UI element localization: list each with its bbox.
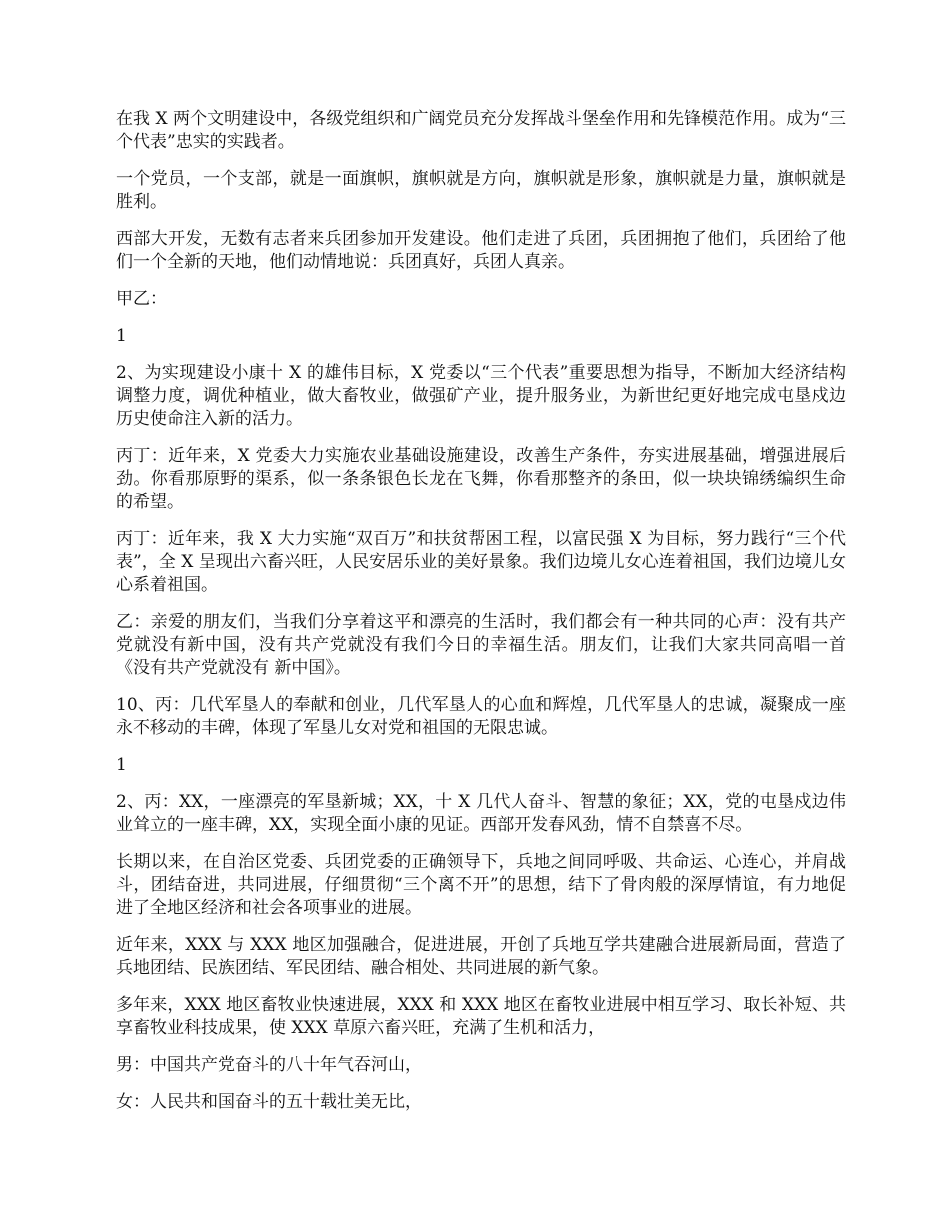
paragraph: 2、丙：XX，一座漂亮的军垦新城；XX，十 X 几代人奋斗、智慧的象征；XX，党的屯垦戍边伟业耸立的一座丰碑，XX，实现全面小康的见证。西部开发春风劲，情不自禁喜不尽。 xyxy=(116,792,846,835)
paragraph: 一个党员，一个支部，就是一面旗帜，旗帜就是方向，旗帜就是形象，旗帜就是力量，旗帜就是胜利。 xyxy=(116,169,846,212)
paragraph: 丙丁：近年来，我 X 大力实施“双百万”和扶贫帮困工程，以富民强 X 为目标，努力践行“三个代表”，全 X 呈现出六畜兴旺，人民安居乐业的美好景象。我们边境儿女心连着祖国，我们边境儿女心系着祖国。 xyxy=(116,529,846,595)
paragraph: 西部大开发，无数有志者来兵团参加开发建设。他们走进了兵团，兵团拥抱了他们，兵团给了他们一个全新的天地，他们动情地说：兵团真好，兵团人真亲。 xyxy=(116,229,846,272)
paragraph: 甲乙： xyxy=(116,289,167,309)
paragraph: 2、为实现建设小康十 X 的雄伟目标，X 党委以“三个代表”重要思想为指导，不断加大经济结构调整力度，调优种植业，做大畜牧业，做强矿产业，提升服务业，为新世纪更好地完成屯垦戍边历史使命注入新的活力。 xyxy=(116,363,846,429)
paragraph: 10、丙：几代军垦人的奉献和创业，几代军垦人的心血和辉煌，几代军垦人的忠诚，凝聚成一座永不移动的丰碑，体现了军垦儿女对党和祖国的无限忠诚。 xyxy=(116,695,846,738)
paragraph: 近年来，XXX 与 XXX 地区加强融合，促进进展，开创了兵地互学共建融合进展新局面，营造了兵地团结、民族团结、军民团结、融合相处、共同进展的新气象。 xyxy=(116,935,846,978)
paragraph: 男：中国共产党奋斗的八十年气吞河山， xyxy=(116,1055,422,1075)
paragraph: 女：人民共和国奋斗的五十载壮美无比， xyxy=(116,1092,422,1112)
paragraph: 乙：亲爱的朋友们，当我们分享着这平和漂亮的生活时，我们都会有一种共同的心声：没有共产党就没有新中国，没有共产党就没有我们今日的幸福生活。朋友们，让我们大家共同高唱一首《没有共产党就没有 新中国》。 xyxy=(116,612,846,678)
paragraph: 1 xyxy=(116,326,127,346)
paragraph: 丙丁：近年来，X 党委大力实施农业基础设施建设，改善生产条件，夯实进展基础，增强进展后劲。你看那原野的渠系，似一条条银色长龙在飞舞，你看那整齐的条田，似一块块锦绣编织生命的希望。 xyxy=(116,446,846,512)
paragraph: 1 xyxy=(116,755,127,775)
paragraph: 在我 X 两个文明建设中，各级党组织和广阔党员充分发挥战斗堡垒作用和先锋模范作用。成为“三个代表”忠实的实践者。 xyxy=(116,109,846,152)
paragraph: 长期以来，在自治区党委、兵团党委的正确领导下，兵地之间同呼吸、共命运、心连心，并肩战斗，团结奋进，共同进展，仔细贯彻“三个离不开”的思想，结下了骨肉般的深厚情谊，有力地促进了全地区经济和社会各项事业的进展。 xyxy=(116,852,846,918)
paragraph: 多年来，XXX 地区畜牧业快速进展，XXX 和 XXX 地区在畜牧业进展中相互学习、取长补短、共享畜牧业科技成果，使 XXX 草原六畜兴旺，充满了生机和活力， xyxy=(116,995,846,1038)
document-body xyxy=(116,108,846,1128)
